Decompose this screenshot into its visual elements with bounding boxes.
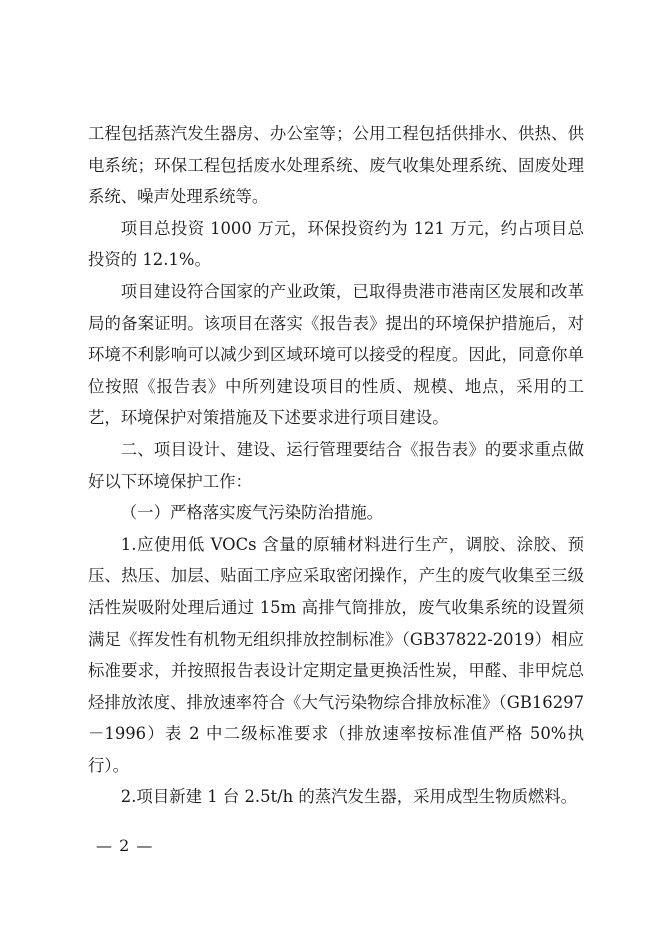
paragraph-policy-approval: 项目建设符合国家的产业政策，已取得贵港市港南区发展和改革局的备案证明。该项目在落实《报告表》提出的环境保护措施后，对环境不利影响可以减少到区域环境可以接受的程度。因此，同意你单位按照《报告表》中所列建设项目的性质、规模、地点，采用的工艺，环境保护对策措施及下述要求进行项目建设。 (88, 281, 584, 428)
paragraph-investment: 项目总投资 1000 万元，环保投资约为 121 万元，约占项目总投资的 12.1%。 (88, 218, 584, 270)
paragraph-item-1: 1.应使用低 VOCs 含量的原辅材料进行生产，调胶、涂胶、预压、热压、加层、贴面工序应采取密闭操作，产生的废气收集至三级活性炭吸附处理后通过 15m 高排气筒排放，废气收集系统的设置须满足《挥发性有机物无组织排放控制标准》（GB37822-2019）相应标准要求，并按照报告表设计定期定量更换活性炭，甲醛、非甲烷总烃排放浓度、排放速率符合《大气污染物综合排放标准》（GB16297－1996）表 2 中二级标准要求（排放速率按标准值严格 50%执行）。 (88, 534, 584, 775)
body-text (88, 118, 584, 813)
page-number: — 2 — (96, 836, 154, 855)
paragraph-item-2: 2.项目新建 1 台 2.5t/h 的蒸汽发生器，采用成型生物质燃料。 (120, 787, 578, 807)
paragraph-engineering-scope: 工程包括蒸汽发生器房、办公室等；公用工程包括供排水、供热、供电系统；环保工程包括废水处理系统、废气收集处理系统、固废处理系统、噪声处理系统等。 (88, 124, 584, 207)
subsection-heading-one: （一）严格落实废气污染防治措施。 (120, 503, 384, 523)
section-heading-two: 二、项目设计、建设、运行管理要结合《报告表》的要求重点做好以下环境保护工作： (88, 439, 584, 491)
